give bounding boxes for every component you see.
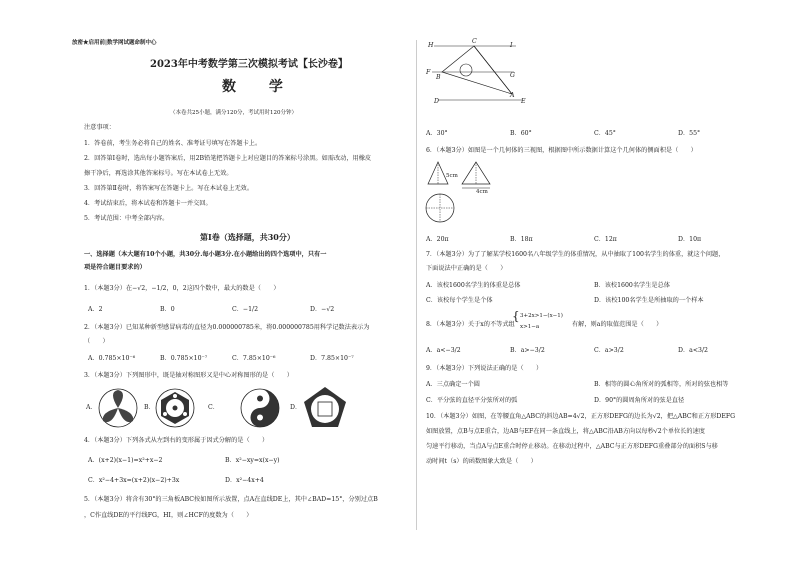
q3-option-a[interactable]: A．: [86, 404, 97, 411]
fig-label-i: I: [510, 42, 513, 49]
q6-option-c[interactable]: C．12π: [594, 236, 617, 243]
q5-option-d[interactable]: D．55°: [678, 130, 701, 137]
q3-figure-c-yinyang: [240, 388, 280, 428]
question-6-stem: 6．（本题3分）如图是一个几何体的三视图，根据图中所示数据计算这个几何体的侧面积是（ ）: [426, 147, 697, 154]
question-9-stem: 9．（本题3分）下列说法正确的是（ ）: [426, 365, 543, 372]
fig-label-d: D: [434, 98, 439, 105]
section-title: 第Ⅰ卷（选择题，共30分）: [200, 232, 295, 242]
q3-option-c[interactable]: C．: [208, 404, 219, 411]
question-8-stem-cont: 有解，则a的取值范围是（ ）: [572, 321, 663, 328]
fig-label-a: A: [510, 92, 515, 99]
fig-label-c: C: [472, 38, 477, 45]
q5-option-c[interactable]: C．45°: [594, 130, 616, 137]
note-item: 擦干净后，再选涂其他答案标号。写在本试卷上无效。: [84, 170, 233, 177]
q7-option-c[interactable]: C．该校每个学生是个体: [426, 297, 493, 304]
q3-option-d[interactable]: D．: [290, 404, 302, 411]
q6-option-d[interactable]: D．10π: [678, 236, 702, 243]
section-intro: 项是符合题目要求的）: [84, 264, 146, 271]
fig-label-f: F: [426, 69, 431, 76]
q1-option-c[interactable]: C．−1/2: [232, 306, 259, 313]
column-divider: [416, 40, 417, 530]
note-item: 2．回答第Ⅰ卷时，选出每小题答案后，用2B铅笔把答题卡上对应题目的答案标号涂黑。如需改动，用橡皮: [84, 155, 372, 162]
subject-title: 数 学: [222, 79, 297, 95]
question-4-stem: 4．（本题3分）下列各式从左到右的变形属于因式分解的是（ ）: [84, 437, 269, 444]
q3-figure-b-hexagon: [155, 388, 195, 428]
question-8-stem: 8．（本题3分）关于x的不等式组: [426, 321, 515, 328]
question-7-stem-cont: 下面说法中正确的是（ ）: [426, 265, 507, 272]
q5-option-a[interactable]: A．30°: [426, 130, 448, 137]
q3-figure-a-circle-leaves: [98, 388, 138, 428]
q2-option-a[interactable]: A．0.785×10⁻⁶: [88, 355, 136, 362]
q6-label-width: 4cm: [476, 189, 488, 195]
q7-option-a[interactable]: A．该校1600名学生的体重是总体: [426, 282, 521, 289]
question-2-stem-cont: （ ）: [84, 338, 109, 345]
q6-three-view-figure: [426, 160, 506, 228]
fig-label-e: E: [521, 98, 526, 105]
fig-label-b: B: [436, 74, 441, 81]
section-intro: 一、选择题（本大题有10个小题，共30分.每小题3分.在小题给出的四个选项中，只有一: [84, 251, 327, 258]
q8-inequality-1: 3+2x>1−(x−1): [520, 313, 563, 319]
q9-option-b[interactable]: B．相等的圆心角所对的弧相等，所对的弦也相等: [594, 381, 729, 388]
q5-figure: [426, 40, 536, 106]
note-item: 1．答卷前，考生务必将自己的姓名、准考证号填写在答题卡上。: [84, 140, 262, 147]
q8-option-b[interactable]: B．a>−3/2: [510, 347, 545, 354]
q8-option-c[interactable]: C．a>3/2: [594, 347, 624, 354]
q4-option-b[interactable]: B．x²−xy=x(x−y): [225, 457, 280, 464]
q1-option-d[interactable]: D．−√2: [310, 306, 335, 313]
note-item: 5．考试范围：中考全部内容。: [84, 215, 169, 222]
q7-option-b[interactable]: B．该校1600名学生是总体: [594, 282, 670, 289]
fig-label-h: H: [428, 42, 434, 49]
q6-option-a[interactable]: A．20π: [426, 236, 449, 243]
q9-option-c[interactable]: C．平分弦的直径平分弦所对的弧: [426, 397, 518, 404]
q2-option-b[interactable]: B．0.785×10⁻⁷: [160, 355, 208, 362]
q5-option-b[interactable]: B．60°: [510, 130, 532, 137]
q8-option-d[interactable]: D．a<3/2: [678, 347, 708, 354]
question-3-stem: 3．（本题3分）下列图形中，既是轴对称图形又是中心对称图形的是（ ）: [84, 372, 293, 379]
note-item: 4．考试结束后，将本试卷和答题卡一并交回。: [84, 200, 212, 207]
q3-figure-d-pentagon: [303, 386, 347, 428]
q9-option-a[interactable]: A．三点确定一个圆: [426, 381, 480, 388]
q4-option-d[interactable]: D．x²−4x+4: [225, 477, 264, 484]
exam-info: （本卷共25小题，满分120分，考试用时120分钟）: [170, 110, 297, 116]
notes-heading: 注意事项：: [84, 124, 115, 131]
question-10-line: 匀速平行移动，当点A与点E重合时停止移动。在移动过程中，△ABC与正方形DEFG重叠部分的面积S与移: [426, 443, 718, 450]
watermark-text: 放密★启用前|数学网试题命制中心: [72, 40, 157, 46]
q6-option-b[interactable]: B．18π: [510, 236, 533, 243]
note-item: 3．回答第Ⅱ卷时，将答案写在答题卡上。写在本试卷上无效。: [84, 185, 254, 192]
question-2-stem: 2．（本题3分）已知某种新型感冒病毒的直径为0.000000785米，将0.000000785用科学记数法表示为: [84, 324, 370, 331]
question-5-stem-cont: ，C作直线DE的平行线FG，HI，则∠HCF的度数为（ ）: [84, 512, 253, 519]
q4-option-a[interactable]: A．(x+2)(x−1)=x²+x−2: [88, 457, 163, 464]
q8-brace: {: [512, 309, 520, 323]
question-10-line: 动时间t（s）的函数图象大致是（ ）: [426, 458, 537, 465]
fig-label-g: G: [510, 72, 515, 79]
question-10-line: 10．（本题3分）如图，在等腰直角△ABC的斜边AB=4√2，正方形DEFG的边长为√2，把△ABC和正方形DEFG: [426, 413, 736, 420]
q2-option-c[interactable]: C．7.85×10⁻⁶: [232, 355, 276, 362]
q7-option-d[interactable]: D．该校100名学生是所抽取的一个样本: [594, 297, 704, 304]
q9-option-d[interactable]: D．90°的圆周角所对的弦是直径: [594, 397, 685, 404]
exam-title: 2023年中考数学第三次模拟考试【长沙卷】: [150, 59, 348, 70]
q1-option-a[interactable]: A．2: [88, 306, 103, 313]
q1-option-b[interactable]: B．0: [160, 306, 175, 313]
question-7-stem: 7．（本题3分）为了了解某学校1600名八年级学生的体重情况，从中抽取了100名学生的体重，就这个问题，: [426, 251, 725, 258]
q6-label-slant: 5cm: [446, 173, 458, 179]
q2-option-d[interactable]: D．7.85×10⁻⁷: [310, 355, 354, 362]
q3-option-b[interactable]: B．: [144, 404, 155, 411]
question-10-line: 如图放置，点B与点E重合，边AB与EF在同一条直线上，将△ABC沿AB方向以每秒√2个单位长的速度: [426, 428, 705, 435]
question-5-stem: 5．（本题3分）将含有30°的三角板ABC按如图所示放置，点A在直线DE上，其中∠BAD=15°，分别过点B: [84, 496, 378, 503]
q8-inequality-2: x>1−a: [520, 324, 540, 330]
question-1-stem: 1．（本题3分）在−√2，−1/2，0，2这四个数中，最大的数是（ ）: [84, 285, 280, 292]
q8-option-a[interactable]: A．a<−3/2: [426, 347, 461, 354]
q4-option-c[interactable]: C．x²−4+3x=(x+2)(x−2)+3x: [88, 477, 180, 484]
